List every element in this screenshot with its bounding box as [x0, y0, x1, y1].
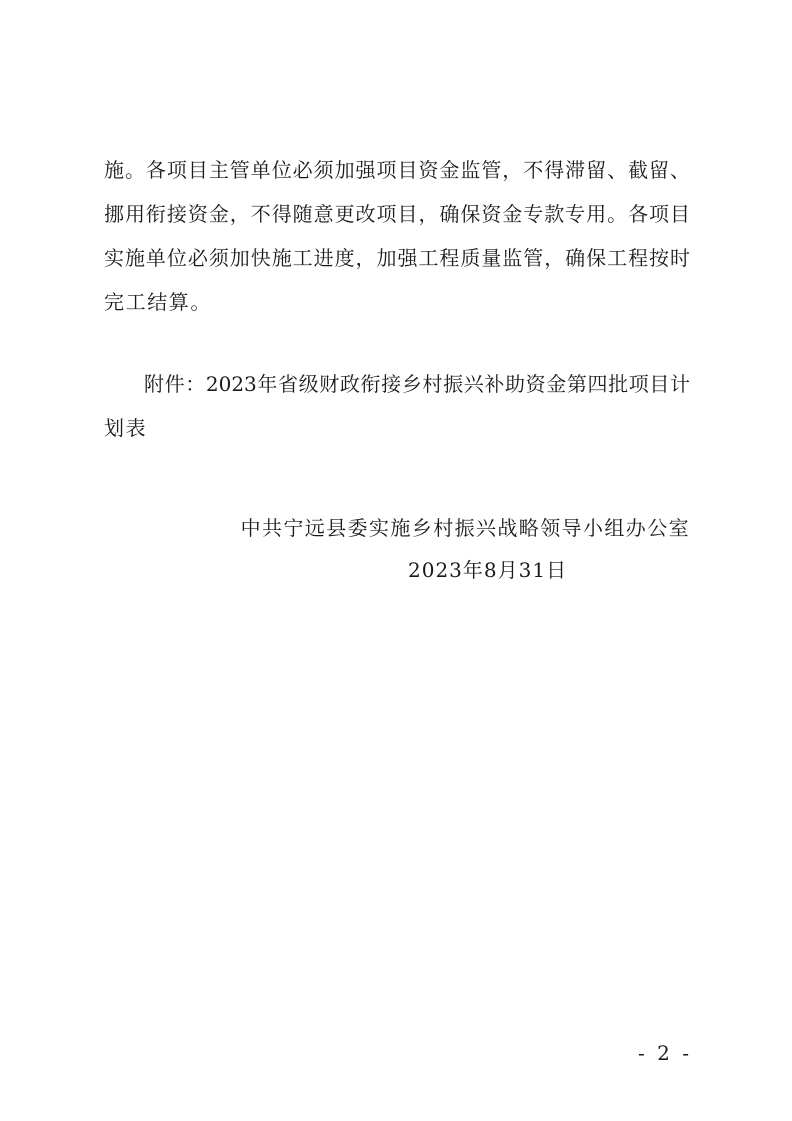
- paragraph-line-3: 实施单位必须加快施工进度，加强工程质量监管，确保工程按时: [104, 246, 690, 270]
- attachment-line-1: 附件：2023年省级财政衔接乡村振兴补助资金第四批项目计: [144, 372, 690, 396]
- paragraph-line-4: 完工结算。: [104, 290, 212, 314]
- paragraph-line-2: 挪用衔接资金，不得随意更改项目，确保资金专款专用。各项目: [104, 202, 690, 226]
- page-number: - 2 -: [638, 1041, 692, 1065]
- signature-date: 2023年8月31日: [408, 558, 568, 582]
- attachment-line-2: 划表: [104, 416, 148, 440]
- signature-organization: 中共宁远县委实施乡村振兴战略领导小组办公室: [240, 516, 690, 540]
- paragraph-line-1: 施。各项目主管单位必须加强项目资金监管，不得滞留、截留、: [104, 158, 690, 182]
